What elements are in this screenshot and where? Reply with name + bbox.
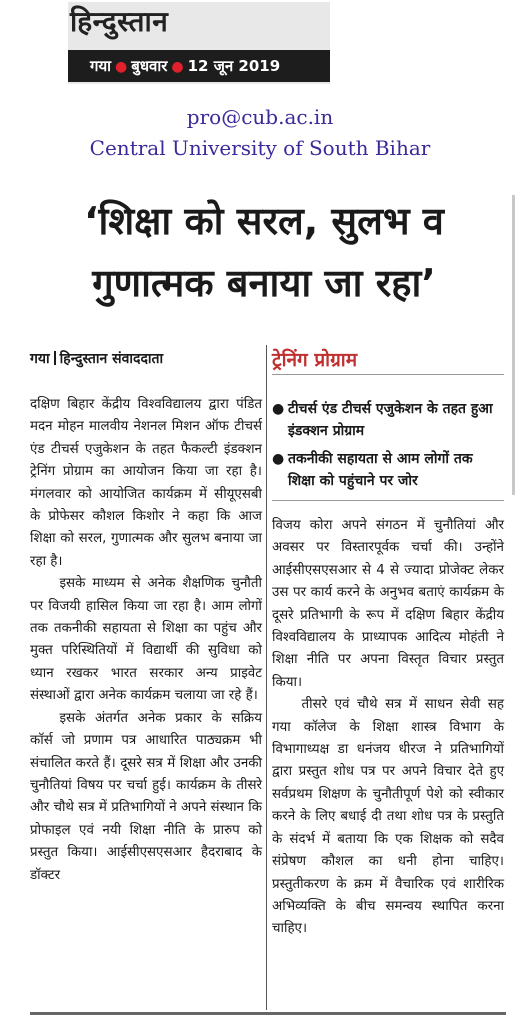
dateline xyxy=(30,349,163,368)
contact-email: pro@cub.ac.in xyxy=(186,105,334,129)
masthead-day: बुधवार xyxy=(131,57,168,75)
newspaper-name: हिन्दुस्तान xyxy=(70,5,169,38)
highlight-item xyxy=(272,398,504,442)
bottom-rule xyxy=(30,1012,506,1015)
headline xyxy=(14,190,514,314)
masthead-city: गया xyxy=(90,57,112,75)
article-paragraph: इसके अंतर्गत अनेक प्रकार के सक्रिय कॉर्स जो प्रणाम पत्र आधारित पाठ्यक्रम भी संचालित करते हैं। दूसरे सत्र में शिक्षा और उनकी चुनौतियां विषय पर चर्चा हुई। कार्यक्रम के तीसरे और चौथे सत्र में प्रतिभागियों ने अपने संस्थान कि प्रोफाइल एवं नयी शिक्षा नीति के प्रारुप को प्रस्तुत किया। आईसीएसएसआर हैदराबाद के डॉक्टर xyxy=(30,710,262,883)
separator-dot-2: ● xyxy=(171,59,184,75)
dateline-city: गया xyxy=(30,351,50,367)
highlight-item xyxy=(272,448,504,492)
highlight-divider-top xyxy=(272,374,504,375)
headline-line-1: ‘शिक्षा को सरल, सुलभ व xyxy=(84,199,444,243)
highlight-divider-bottom xyxy=(272,500,504,501)
headline-line-2: गुणात्मक बनाया जा रहा’ xyxy=(92,261,436,305)
highlight-text: तकनीकी सहायता से आम लोगों तक शिक्षा को पहुंचाने पर जोर xyxy=(288,451,473,489)
article-paragraph: विजय कोरा अपने संगठन में चुनौतियां और अवसर पर विस्तारपूर्वक चर्चा की। उन्होंने आईसीएसएसआर से 4 से ज्यादा प्रोजेक्ट लेकर उस पर कार्य करने के अनुभव बताएं कार्यक्रम के दूसरे प्रतिभागी के रूप में दक्षिण बिहार केंद्रीय विश्वविद्यालय के प्राध्यापक आदित्य मोहंती ने शिक्षा नीति पर अपना विस्तृत विचार प्रस्तुत किया। xyxy=(272,518,504,690)
training-highlights xyxy=(272,398,504,498)
training-program-title: ट्रेनिंग प्रोग्राम xyxy=(272,349,358,371)
masthead-date: 12 जून 2019 xyxy=(187,57,281,75)
article-paragraph: तीसरे एवं चौथे सत्र में साधन सेवी सह गया कॉलेज के शिक्षा शास्त्र विभाग के विभागाध्यक्ष डा धनंजय धीरज ने प्रतिभागियों द्वारा प्रस्तुत शोध पत्र पर अपने विचार देते हुए सर्वप्रथम शिक्षण के चुनौतीपूर्ण पेशे को स्वीकार करने के लिए बधाई दी तथा शोध पत्र के प्रस्तुति के संदर्भ में बताया कि एक शिक्षक को सदैव संप्रेषण कौशल का धनी होना चाहिए। प्रस्तुतीकरण के क्रम में वैचारिक एवं शारीरिक अभिव्यक्ति के बीच समन्वय स्थापित करना चाहिए। xyxy=(272,697,504,937)
publication-date xyxy=(90,56,280,76)
column-divider xyxy=(266,345,267,1010)
article-column-left xyxy=(30,394,262,887)
dateline-reporter: हिन्दुस्तान संवाददाता xyxy=(59,351,164,367)
page-edge-mark xyxy=(512,195,515,495)
separator-dot-1: ● xyxy=(115,59,128,75)
bullet-icon: ● xyxy=(272,401,285,417)
dateline-separator xyxy=(54,351,56,365)
bullet-icon: ● xyxy=(272,451,285,467)
article-paragraph: दक्षिण बिहार केंद्रीय विश्वविद्यालय द्वारा पंडित मदन मोहन मालवीय नेशनल मिशन ऑफ टीचर्स एंड टीचर्स एजुकेशन के तहत फैकल्टी इंडक्शन ट्रेनिंग प्रोग्राम का आयोजन किया जा रहा है। मंगलवार को आयोजित कार्यक्रम में सीयूएसबी के प्रोफेसर कौशल किशोर ने कहा कि आज शिक्षा को सरल, गुणात्मक और सुलभ बनाया जा रहा है। xyxy=(30,397,262,569)
article-paragraph: इसके माध्यम से अनेक शैक्षणिक चुनौती पर विजयी हासिल किया जा रहा है। आम लोगों तक तकनीकी सहायता से शिक्षा का पहुंच और मुक्त परिस्थितियों में विद्यार्थी की सुविधा को ध्यान रखकर भारत सरकार अन्य प्राइवेट संस्थाओं द्वारा अनेक कार्यक्रम चलाया जा रहे हैं। xyxy=(30,576,262,704)
highlight-text: टीचर्स एंड टीचर्स एजुकेशन के तहत हुआ इंडक्शन प्रोग्राम xyxy=(288,401,493,439)
article-column-right xyxy=(272,515,504,941)
university-name: Central University of South Bihar xyxy=(89,136,431,160)
